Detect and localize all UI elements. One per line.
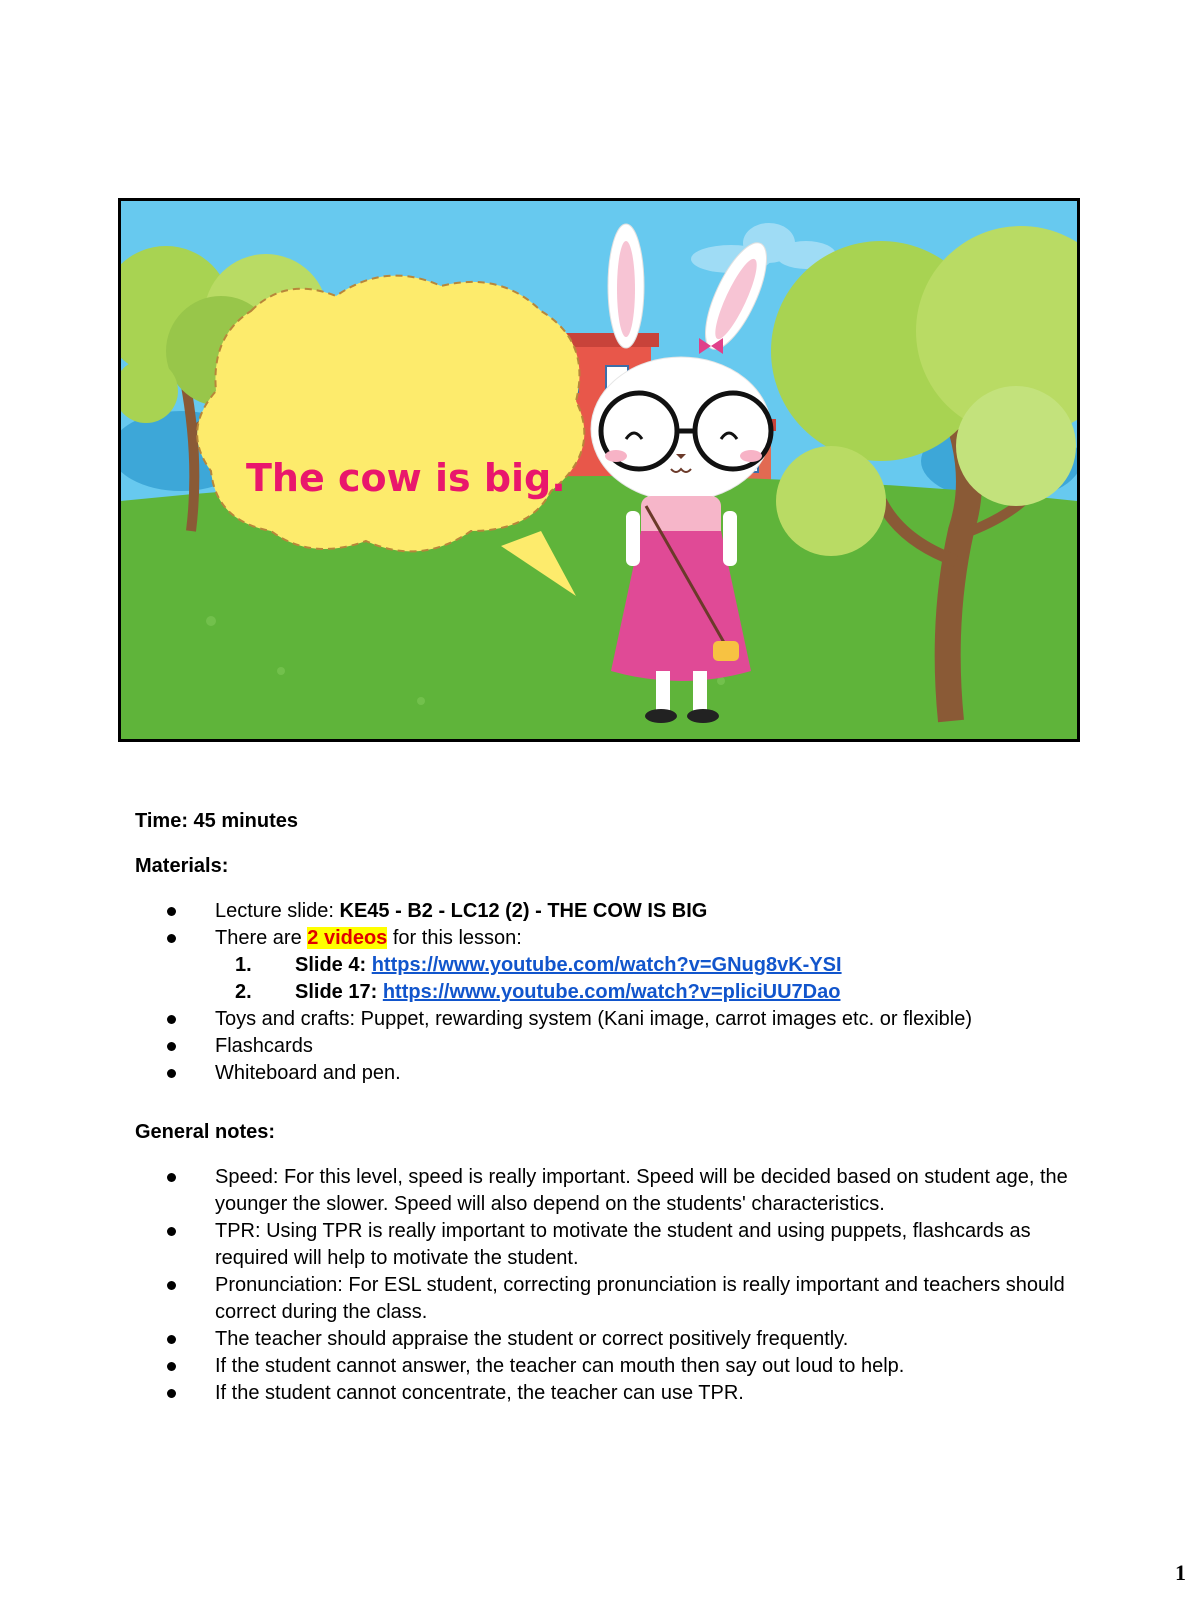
- bullet-icon: [167, 1281, 176, 1290]
- list-item: [135, 1380, 1075, 1407]
- list-item: [135, 925, 1075, 952]
- material-item: Flashcards: [215, 1035, 313, 1057]
- note-item: Pronunciation: For ESL student, correcting pronunciation is really important and teachers should correct during the class.: [215, 1274, 1065, 1323]
- video-link[interactable]: https://www.youtube.com/watch?v=GNug8vK-YSI: [371, 954, 842, 976]
- note-item: Speed: For this level, speed is really important. Speed will be decided based on student age, the younger the slower. Speed will also depend on the students' characteristics.: [215, 1166, 1068, 1215]
- bullet-icon: [167, 1173, 176, 1182]
- videos-highlight: 2 videos: [307, 927, 388, 949]
- video-item: [135, 979, 1075, 1006]
- video-item: [135, 952, 1075, 979]
- time-line: Time: 45 minutes: [135, 810, 299, 832]
- note-item: If the student cannot concentrate, the teacher can use TPR.: [215, 1382, 744, 1404]
- material-item: Toys and crafts: Puppet, rewarding system (Kani image, carrot images etc. or flexible): [215, 1008, 972, 1030]
- bullet-icon: [167, 1389, 176, 1398]
- bullet-icon: [167, 907, 176, 916]
- video-number: 1.: [235, 954, 252, 976]
- note-item: If the student cannot answer, the teacher can mouth then say out loud to help.: [215, 1355, 905, 1377]
- list-item: [135, 1218, 1075, 1272]
- general-notes-list: [135, 1164, 1075, 1407]
- slide-illustration: [121, 201, 1077, 739]
- lecture-prefix: Lecture slide:: [215, 900, 340, 922]
- bullet-icon: [167, 1015, 176, 1024]
- video-slide: Slide 17:: [295, 981, 383, 1003]
- bullet-icon: [167, 1335, 176, 1344]
- videos-suffix: for this lesson:: [387, 927, 522, 949]
- bullet-icon: [167, 1069, 176, 1078]
- videos-prefix: There are: [215, 927, 308, 949]
- list-item: [135, 1060, 1075, 1087]
- note-item: The teacher should appraise the student or correct positively frequently.: [215, 1328, 849, 1350]
- lesson-slide-image: [118, 198, 1080, 742]
- note-item: TPR: Using TPR is really important to motivate the student and using puppets, flashcards as required will help to motivate the student.: [215, 1220, 1031, 1269]
- bag-icon: [713, 641, 739, 661]
- page-number: 1: [1175, 1560, 1186, 1585]
- materials-heading: Materials:: [135, 855, 229, 877]
- bullet-icon: [167, 1042, 176, 1051]
- video-list: [135, 952, 1075, 1006]
- lecture-name: KE45 - B2 - LC12 (2) - THE COW IS BIG: [339, 900, 708, 922]
- list-item: [135, 898, 1075, 925]
- list-item: [135, 1164, 1075, 1218]
- list-item: [135, 1033, 1075, 1060]
- bullet-icon: [167, 1227, 176, 1236]
- bullet-icon: [167, 1362, 176, 1371]
- list-item: [135, 1326, 1075, 1353]
- list-item: [135, 1272, 1075, 1326]
- general-notes-heading: General notes:: [135, 1121, 276, 1143]
- list-item: [135, 1353, 1075, 1380]
- materials-list: [135, 898, 1075, 952]
- video-link[interactable]: https://www.youtube.com/watch?v=pliciUU7Dao: [382, 981, 841, 1003]
- lesson-plan-document: [135, 808, 1075, 1407]
- materials-list-continued: [135, 1006, 1075, 1087]
- bubble-text: The cow is big.: [246, 456, 566, 500]
- list-item: [135, 1006, 1075, 1033]
- material-item: Whiteboard and pen.: [215, 1062, 401, 1084]
- video-number: 2.: [235, 981, 252, 1003]
- video-slide: Slide 4:: [295, 954, 372, 976]
- bullet-icon: [167, 934, 176, 943]
